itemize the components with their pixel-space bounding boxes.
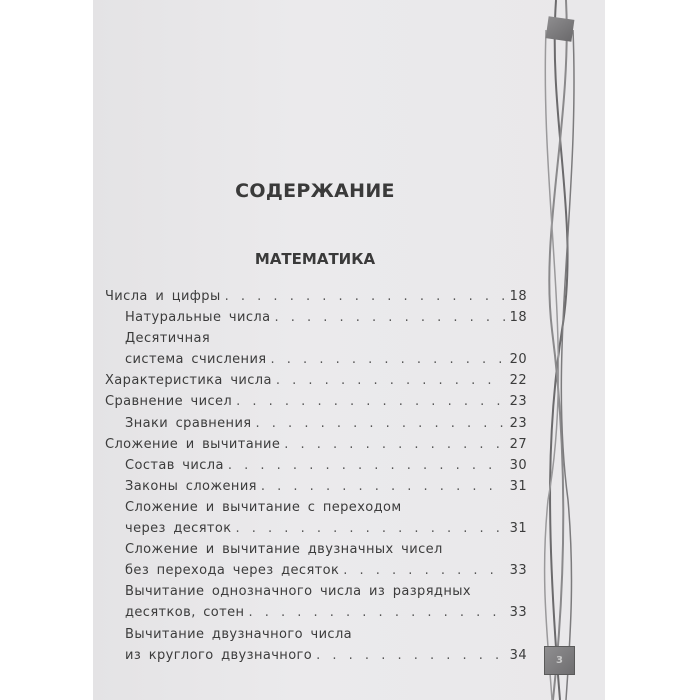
toc-entry-page: 31: [509, 478, 527, 494]
table-of-contents: [105, 289, 527, 669]
dot-leader: [276, 373, 505, 388]
toc-entry-page: 30: [509, 457, 527, 473]
toc-entry-page: 23: [509, 394, 527, 410]
toc-entry-title: Состав числа: [125, 457, 224, 473]
toc-entry-title: Знаки сравнения: [125, 415, 252, 431]
dot-leader: [225, 289, 505, 304]
toc-entry: [105, 563, 527, 584]
dot-leader: [228, 458, 505, 473]
dot-leader: [261, 479, 505, 494]
page-title: СОДЕРЖАНИЕ: [235, 180, 395, 202]
toc-entry-title: Сравнение чисел: [105, 394, 233, 410]
dot-leader: [284, 437, 505, 452]
toc-entry-title: Сложение и вычитание с переходом: [125, 499, 402, 515]
toc-entry: [105, 542, 527, 563]
dot-leader: [248, 605, 505, 620]
toc-entry-title: Характеристика числа: [105, 373, 272, 389]
toc-entry: [105, 479, 527, 500]
toc-entry-page: 33: [509, 563, 527, 579]
toc-entry: [105, 373, 527, 394]
toc-entry-title: Десятичная: [125, 331, 211, 347]
toc-entry-page: 33: [509, 605, 527, 621]
toc-entry: [105, 310, 527, 331]
dot-leader: [274, 310, 505, 325]
toc-entry: [105, 500, 527, 521]
toc-entry: [105, 584, 527, 605]
toc-entry-title: десятков, сотен: [125, 605, 245, 621]
toc-entry: [105, 352, 527, 373]
toc-entry: [105, 458, 527, 479]
dot-leader: [316, 648, 505, 663]
toc-entry: [105, 521, 527, 542]
ribbon-tab-top: [546, 16, 575, 41]
toc-entry-page: 18: [509, 310, 527, 326]
toc-entry-title: через десяток: [125, 521, 232, 537]
toc-entry-title: из круглого двузначного: [125, 647, 313, 663]
toc-entry-title: Вычитание однозначного числа из разрядных: [125, 584, 471, 600]
toc-entry-title: Вычитание двузначного числа: [125, 626, 353, 642]
page-number-badge: 3: [544, 646, 575, 675]
toc-entry-title: Числа и цифры: [105, 289, 221, 304]
toc-entry: [105, 605, 527, 626]
toc-entry: [105, 627, 527, 648]
toc-entry-page: 31: [509, 521, 527, 537]
toc-entry: [105, 437, 527, 458]
toc-entry-page: 34: [509, 647, 527, 663]
toc-entry-title: без перехода через десяток: [125, 563, 340, 579]
dot-leader: [236, 521, 505, 536]
toc-entry: [105, 416, 527, 437]
toc-entry-page: 27: [509, 436, 527, 452]
dot-leader: [236, 394, 505, 409]
toc-entry-title: Натуральные числа: [125, 310, 271, 326]
toc-entry-page: 22: [509, 373, 527, 389]
toc-entry-title: Законы сложения: [125, 478, 257, 494]
toc-entry: [105, 648, 527, 669]
toc-entry-title: Сложение и вычитание двузначных чисел: [125, 542, 443, 558]
toc-entry: [105, 394, 527, 415]
dot-leader: [256, 416, 505, 431]
toc-entry-page: 20: [509, 352, 527, 368]
dot-leader: [343, 563, 505, 578]
toc-entry-page: 18: [509, 289, 527, 304]
toc-entry: [105, 331, 527, 352]
toc-entry: [105, 289, 527, 310]
toc-entry-title: система счисления: [125, 352, 267, 368]
toc-entry-page: 23: [509, 415, 527, 431]
dot-leader: [271, 352, 505, 367]
section-heading: МАТЕМАТИКА: [254, 250, 376, 268]
toc-entry-title: Сложение и вычитание: [105, 436, 281, 452]
